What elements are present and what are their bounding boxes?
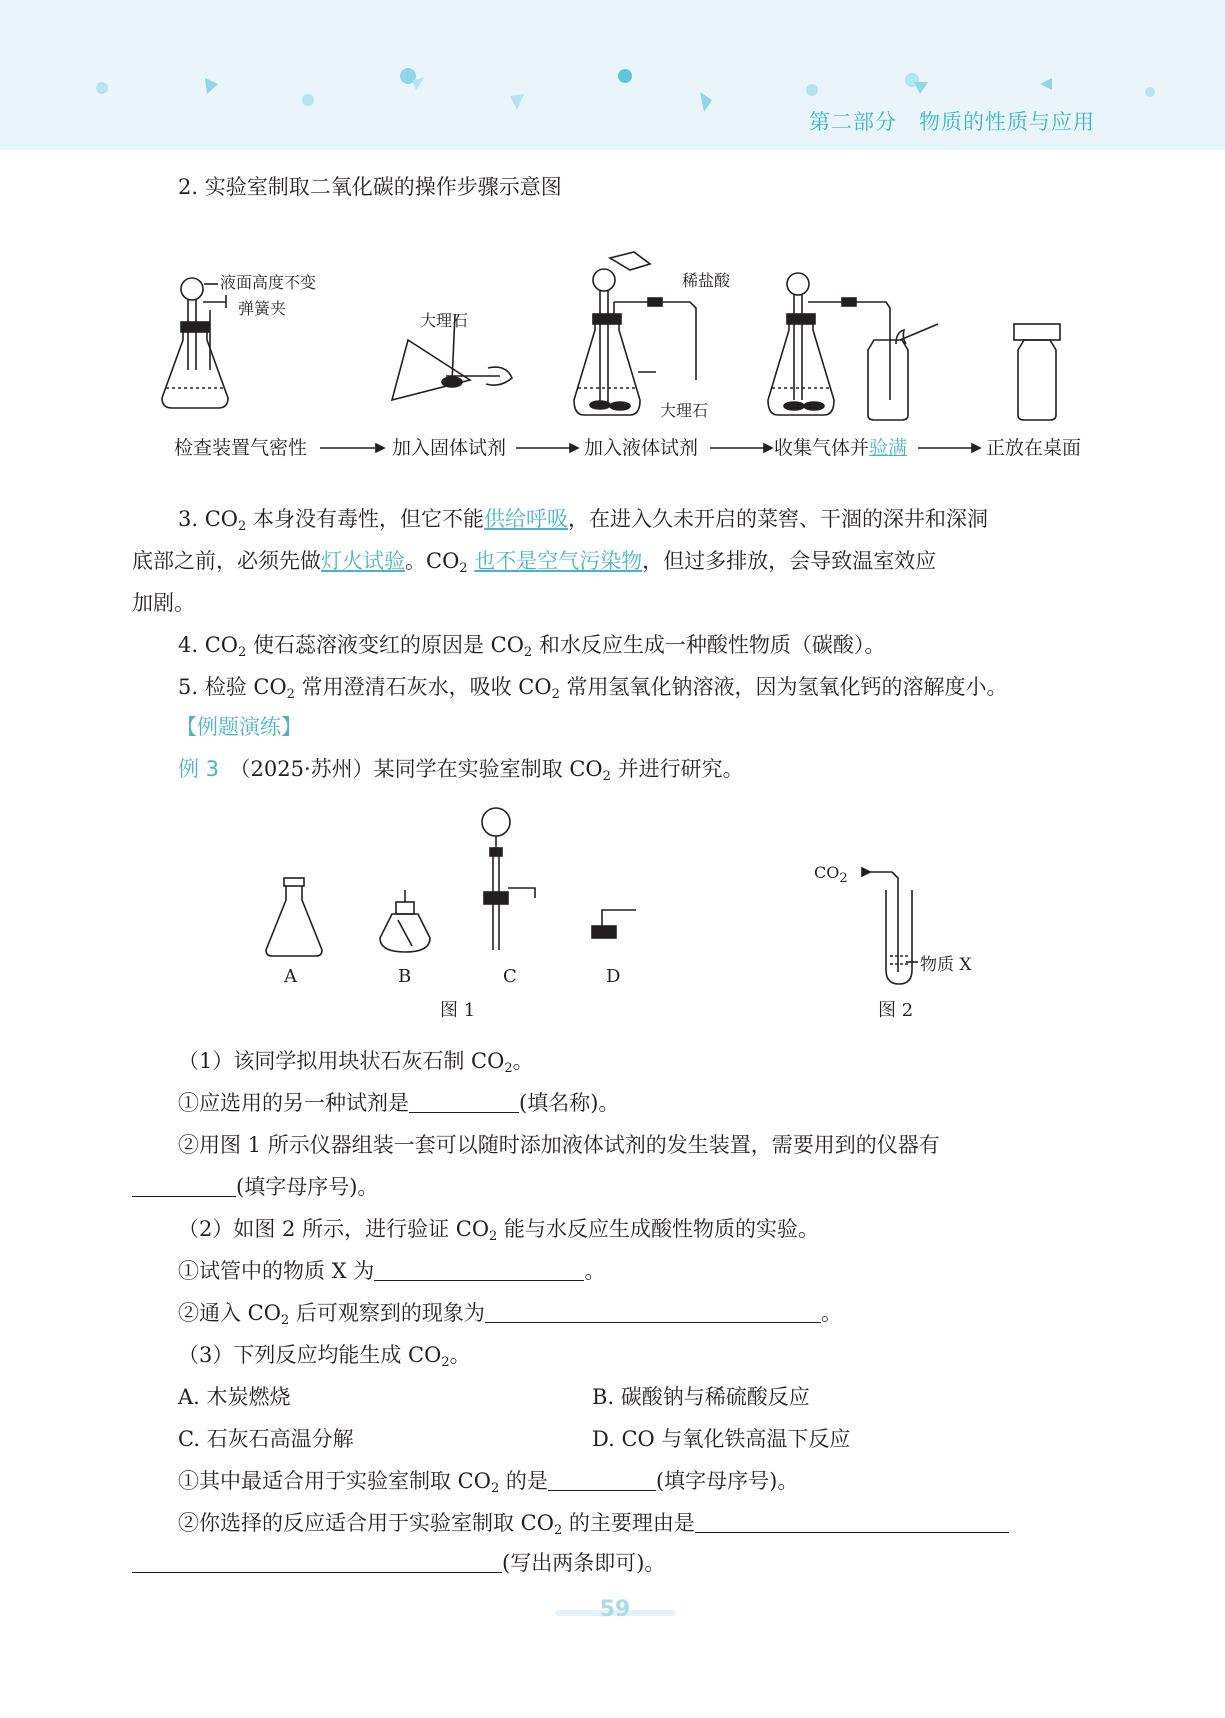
apparatus-bottle	[1014, 324, 1060, 420]
answer-breathing: 供给呼吸	[483, 507, 568, 531]
example-3-stem: 例 3 （2025·苏州）某同学在实验室制取 $CO_2$ 并进行研究。	[178, 757, 744, 784]
fig2-substance-x: 物质 X	[920, 955, 972, 975]
fig1-stopper-d	[592, 910, 636, 938]
page-header	[0, 0, 1225, 150]
example-section-title: 【例题演练】	[176, 715, 302, 739]
label-marble-flask: 大理石	[660, 401, 709, 420]
answer-blank[interactable]	[485, 1300, 821, 1323]
q3-sub1: ①其中最适合用于实验室制取 $CO_2$ 的是 (填字母序号)。	[178, 1469, 799, 1496]
example-label: 例 3	[178, 757, 220, 781]
co2-procedure-diagram	[0, 240, 1225, 540]
answer-blank[interactable]	[695, 1510, 1009, 1533]
label-liquid-level: 液面高度不变	[220, 273, 317, 292]
para-5: 5. 检验 $CO_2$ 常用澄清石灰水，吸收 $CO_2$ 常用氢氧化钠溶液，因为氢氧化钙的溶解度小。	[178, 675, 1008, 702]
step-add-solid: 加入固体试剂	[392, 437, 507, 459]
para-4: 4. $CO_2$ 使石蕊溶液变红的原因是 $CO_2$ 和水反应生成一种酸性物质（碳酸）。	[178, 633, 886, 660]
answer-blank[interactable]	[374, 1258, 584, 1281]
q3-stem: （3）下列反应均能生成 $CO_2$。	[178, 1343, 471, 1370]
fig2-co2-label: $CO_2$	[814, 863, 848, 886]
q1-sub2-line1: ②用图 1 所示仪器组装一套可以随时添加液体试剂的发生装置，需要用到的仪器有	[178, 1133, 940, 1157]
q3-option-b: B. 碳酸钠与稀硫酸反应	[592, 1385, 810, 1409]
q3-option-c: C. 石灰石高温分解	[178, 1427, 354, 1451]
answer-blank[interactable]	[409, 1090, 519, 1113]
answer-not-pollutant: 也不是空气污染物	[474, 549, 643, 573]
label-marble-solid: 大理石	[420, 311, 469, 330]
para-3-line3: 加剧。	[132, 591, 195, 615]
step-place-upright: 正放在桌面	[986, 437, 1082, 459]
step-collect-gas: 收集气体并验满	[774, 437, 908, 459]
fig2-caption: 图 2	[878, 1000, 914, 1021]
fig1-label-b: B	[398, 966, 412, 987]
q3-option-a: A. 木炭燃烧	[178, 1385, 291, 1409]
q2-sub1: ①试管中的物质 X 为 。	[178, 1259, 606, 1283]
fig1-label-a: A	[284, 966, 297, 987]
q1-stem: （1）该同学拟用块状石灰石制 $CO_2$。	[178, 1049, 534, 1076]
para-3-line1: 3. $CO_2$ 本身没有毒性，但它不能供给呼吸，在进入久未开启的菜窖、干涸的深井和深洞	[178, 507, 988, 534]
fig1-label-d: D	[606, 966, 621, 987]
label-spring-clamp: 弹簧夹	[238, 299, 287, 318]
answer-fire-test: 灯火试验	[321, 549, 405, 573]
fig1-alcohol-lamp-b	[380, 890, 430, 952]
q1-sub2-line2: (填字母序号)。	[132, 1172, 378, 1202]
fig1-label-c: C	[503, 966, 517, 987]
q3-sub2-line2: (写出两条即可)。	[132, 1548, 665, 1578]
apparatus-add-liquid	[574, 252, 696, 415]
label-dilute-hcl: 稀盐酸	[682, 271, 731, 290]
apparatus-collect	[768, 273, 938, 420]
q2-sub2: ②通入 $CO_2$ 后可观察到的现象为 。	[178, 1301, 842, 1328]
q3-sub2-line1: ②你选择的反应适合用于实验室制取 $CO_2$ 的主要理由是	[178, 1508, 1009, 1546]
page-number: 59	[599, 1597, 631, 1622]
header-title: 第二部分 物质的性质与应用	[809, 110, 1095, 134]
step-add-liquid: 加入液体试剂	[584, 437, 699, 459]
section-title: 2. 实验室制取二氧化碳的操作步骤示意图	[178, 175, 562, 199]
answer-blank[interactable]	[132, 1550, 502, 1573]
fig1-funnel-c	[482, 808, 535, 950]
fig1-caption: 图 1	[440, 1000, 476, 1021]
apparatus-airtightness	[162, 278, 228, 408]
fig1-flask-a	[266, 878, 322, 956]
step-verify-full: 验满	[869, 437, 908, 459]
q2-stem: （2）如图 2 所示，进行验证 $CO_2$ 能与水反应生成酸性物质的实验。	[178, 1217, 819, 1244]
answer-blank[interactable]	[548, 1468, 656, 1491]
answer-blank[interactable]	[132, 1174, 236, 1197]
step-check-airtightness: 检查装置气密性	[174, 437, 308, 459]
para-3-line2: 底部之前，必须先做灯火试验。$CO_2$ 也不是空气污染物，但过多排放，会导致温室效应	[132, 549, 937, 576]
q1-sub1: ①应选用的另一种试剂是 (填名称)。	[178, 1091, 620, 1115]
fig2-test-tube	[862, 868, 918, 984]
q3-option-d: D. CO 与氧化铁高温下反应	[592, 1427, 851, 1451]
